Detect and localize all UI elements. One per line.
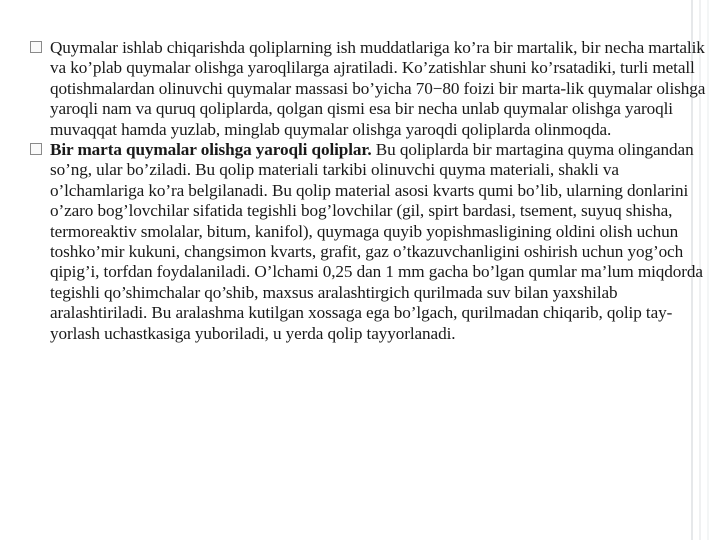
paragraph-1-text: Quymalar ishlab chiqarishda qoliplarning ish muddatlariga ko’ra bir martalik, bir necha martalik va ko’plab quymalar olishga yaroqlilarga ajratiladi. Ko’zatishlar shuni ko’rsatadiki, turli metall qotishmalardan olinuvchi quymalar massasi bo’yicha 70−80 foizi bir marta-lik quymalar olishga yaroqli nam va quruq qoliplarda, qolgan qismi esa bir necha unlab quymalar olishga yaroqli muvaqqat hamda yuzlab, minglab quymalar olishga yaroqdi qoliplarda olinmoqda. [50,38,706,139]
slide-body [30,38,706,344]
paragraph-2-text: Bu qoliplarda bir martagina quyma olingandan so’ng, ular bo’ziladi. Bu qolip materiali tarkibi olinuvchi quyma materiali, shakli va o’lchamlariga ko’ra belgilanadi. Bu qolip material asosi kvarts qumi bo’lib, ularning donlarini o’zaro bog’lovchilar sifatida tegishli bog’lovchilar (gil, spirt bardasi, tsement, suyuq shisha, termoreaktiv smolalar, bitum, kanifol), quymaga quyib yopishmasligining oldini olish uchun toshko’mir kukuni, changsimon kvarts, grafit, gaz o’tkazuvchanligini oshirish uchun yog’och qipig’i, torfdan foydalaniladi. O’lchami 0,25 dan 1 mm gacha bo’lgan qumlar ma’lum miqdorda tegishli qo’shimchalar qo’shib, maxsus aralashtirgich qurilmada suv bilan yaxshilab aralashtiriladi. Bu aralashma kutilgan xossaga ega bo’lgach, qurilmadan chiqarib, qolip tay-yorlash uchastkasiga yuboriladi, u yerda qolip tayyorlanadi. [50,140,703,343]
square-bullet-icon [30,41,42,53]
paragraph-1 [30,38,706,140]
square-bullet-icon [30,143,42,155]
paragraph-2-heading: Bir marta quymalar olishga yaroqli qoliplar. [50,140,372,160]
paragraph-2 [30,140,706,344]
